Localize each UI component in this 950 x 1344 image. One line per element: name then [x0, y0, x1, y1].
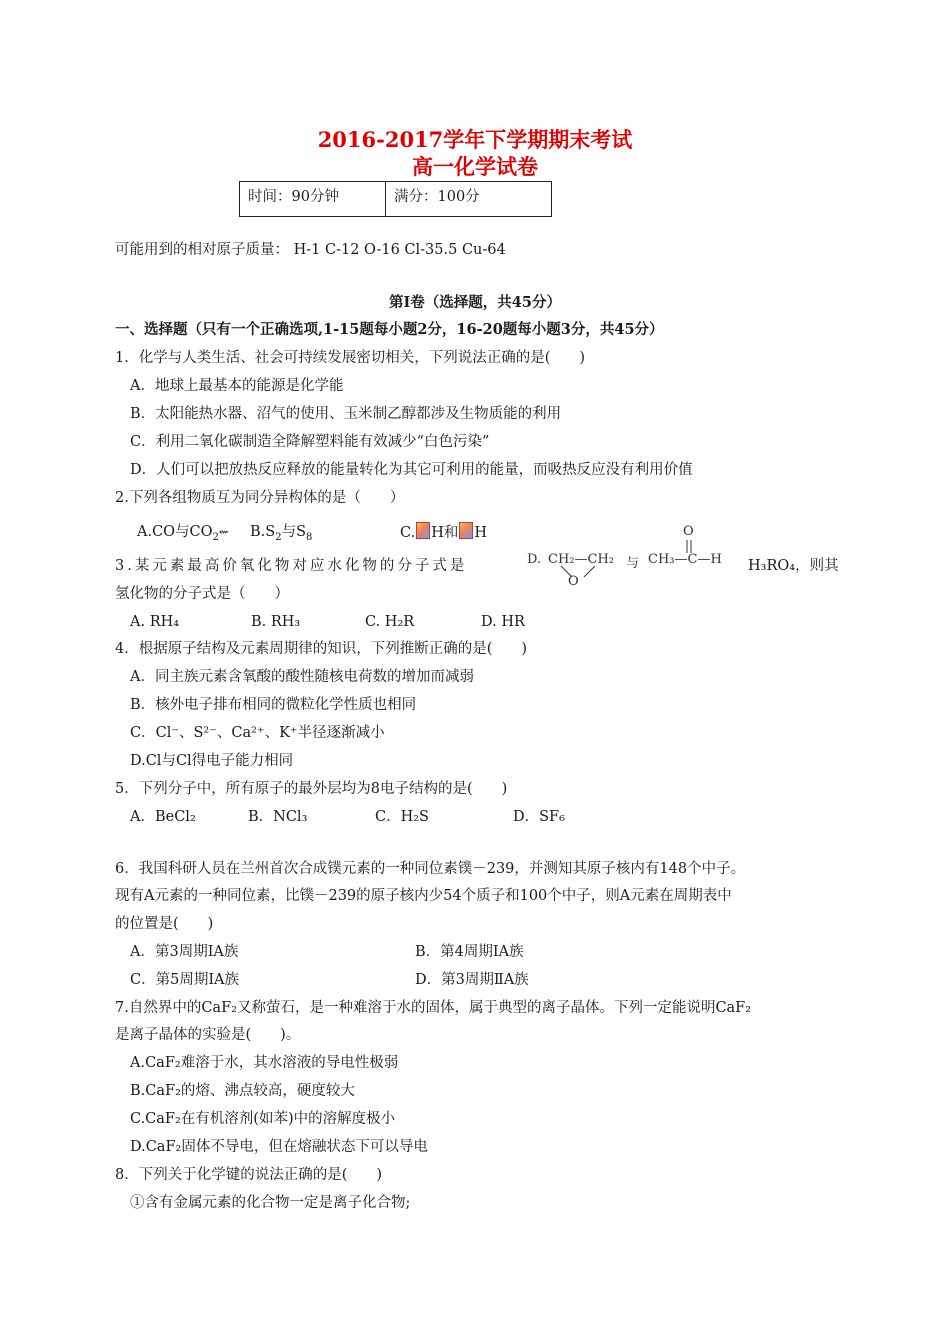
q2-d-struct1: CH₂—CH₂ — [548, 552, 614, 567]
q2-option-c — [400, 522, 487, 543]
atomic-mass-line: 可能用到的相对原子质量： H-1 C-12 O-16 Cl-35.5 Cu-64 — [115, 242, 506, 258]
q8-stem: 8．下列关于化学键的说法正确的是( ) — [115, 1167, 383, 1183]
q6-option-d: D．第3周期ⅡA族 — [415, 972, 529, 988]
q3-option-b: B. RH₃ — [251, 614, 301, 630]
q8-item-1: ①含有金属元素的化合物一定是离子化合物; — [130, 1195, 411, 1211]
q6-option-a: A．第3周期ⅠA族 — [130, 944, 239, 960]
q5-option-a: A．BeCl₂ — [130, 809, 196, 825]
q5-option-c: C．H₂S — [375, 809, 429, 825]
epoxide-bond-lines — [555, 565, 605, 579]
q7-option-c: C.CaF₂在有机溶剂(如苯)中的溶解度极小 — [130, 1111, 396, 1127]
section-title: 第Ⅰ卷（选择题，共45分） — [389, 294, 561, 311]
q4-option-c: C．Cl⁻、S²⁻、Ca²⁺、K⁺半径逐渐减小 — [130, 725, 385, 741]
q7-option-d: D.CaF₂固体不导电，但在熔融状态下可以导电 — [130, 1139, 428, 1155]
exam-subtitle: 高一化学试卷 — [412, 154, 538, 179]
q3-stem-right: H₃RO₄，则其 — [748, 558, 839, 574]
q7-option-a: A.CaF₂难溶于水，其水溶液的导电性极弱 — [130, 1055, 399, 1071]
q6-line2: 现有A元素的一种同位素，比镤－239的原子核内少54个质子和100个中子，则A元素在周期表中 — [115, 888, 732, 904]
exam-info-table — [239, 181, 552, 217]
time-cell: 时间：90分钟 — [240, 182, 386, 216]
q6-line1: 6．我国科研人员在兰州首次合成镤元素的一种同位素镤－239，并测知其原子核内有148个中子。 — [115, 861, 746, 877]
q2-c-h1: H和 — [431, 525, 459, 541]
carbonyl-double-bond — [684, 540, 694, 554]
q5-option-d: D．SF₆ — [513, 809, 565, 825]
broken-image-icon: ⇜ — [218, 525, 229, 539]
q6-option-b: B．第4周期ⅠA族 — [415, 944, 524, 960]
q2-stem: 2.下列各组物质互为同分异构体的是（ ） — [115, 490, 405, 506]
q4-option-a: A．同主族元素含氧酸的酸性随核电荷数的增加而减弱 — [130, 669, 474, 685]
q6-line3: 的位置是( ) — [115, 916, 214, 932]
q3-option-c: C. H₂R — [365, 614, 415, 630]
q2-c-prefix: C. — [400, 525, 416, 541]
q3-stem-left: 3.某元素最高价氧化物对应水化物的分子式是 — [115, 558, 468, 574]
q6-option-c: C．第5周期ⅠA族 — [130, 972, 240, 988]
q1-option-c: C．利用二氧化碳制造全降解塑料能有效减少“白色污染” — [130, 434, 490, 450]
q2-d-o1: O — [568, 574, 579, 589]
exam-title: 2016-2017学年下学期期末考试 — [317, 127, 633, 152]
q3-stem-line2: 氢化物的分子式是（ ） — [115, 586, 289, 602]
q4-stem: 4．根据原子结构及元素周期律的知识，下列推断正确的是( ) — [115, 641, 528, 657]
q2-d-o2: O — [683, 524, 694, 539]
score-cell: 满分：100分 — [394, 189, 480, 205]
q1-option-d: D．人们可以把放热反应释放的能量转化为其它可利用的能量，而吸热反应没有利用价值 — [130, 462, 693, 478]
q1-option-a: A．地球上最基本的能源是化学能 — [130, 378, 344, 394]
q7-option-b: B.CaF₂的熔、沸点较高，硬度较大 — [130, 1083, 355, 1099]
q2-d-and: 与 — [626, 556, 640, 571]
q2-c-h2: H — [474, 525, 487, 541]
q5-option-b: B．NCl₃ — [248, 809, 308, 825]
q4-option-d: D.Cl与Cl得电子能力相同 — [130, 753, 294, 769]
q7-line1: 7.自然界中的CaF₂又称萤石，是一种难溶于水的固体，属于典型的离子晶体。下列一定能说明CaF₂ — [115, 1000, 752, 1016]
q2-b-text: B.S — [250, 524, 276, 540]
q7-line2: 是离子晶体的实验是( )。 — [115, 1027, 301, 1043]
isotope-image-icon — [416, 522, 430, 539]
q1-stem: 1．化学与人类生活、社会可持续发展密切相关，下列说法正确的是( ) — [115, 350, 586, 366]
isotope-image-icon — [459, 522, 473, 539]
q2-b-mid: 与S — [281, 524, 307, 540]
q4-option-b: B．核外电子排布相同的微粒化学性质也相同 — [130, 697, 417, 713]
q3-option-a: A. RH₄ — [130, 614, 180, 630]
q2-option-a: A.CO与$CO_2⇜$ — [137, 524, 229, 543]
section-instructions: 一、选择题（只有一个正确选项,1-15题每小题2分，16-20题每小题3分，共45分） — [115, 321, 664, 338]
q2-d-struct2: CH₃—C—H — [648, 552, 722, 567]
q2-option-b: $B.S_2$与$S_8$ — [250, 524, 313, 543]
q5-stem: 5．下列分子中，所有原子的最外层均为8电子结构的是( ) — [115, 781, 508, 797]
q2-d-prefix: D. — [527, 552, 542, 567]
q2-a-text: A.CO与CO — [137, 524, 213, 540]
q3-option-d: D. HR — [481, 614, 525, 630]
q1-option-b: B．太阳能热水器、沼气的使用、玉米制乙醇都涉及生物质能的利用 — [130, 406, 562, 422]
